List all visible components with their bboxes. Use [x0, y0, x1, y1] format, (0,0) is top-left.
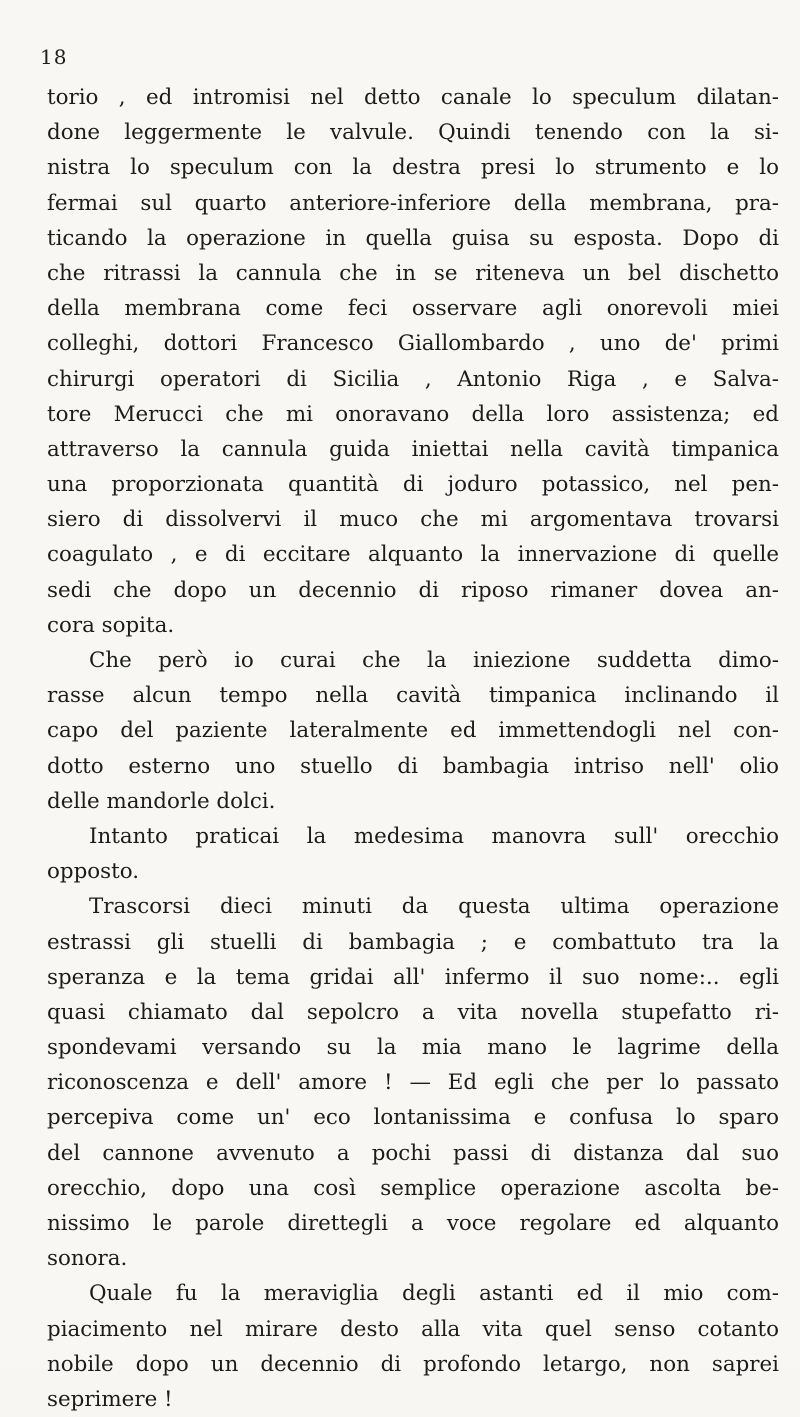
text-line: che ritrassi la cannula che in se riteneva un bel dischetto	[47, 260, 779, 286]
paragraph-start: Trascorsi dieci minuti da questa ultima operazione	[89, 894, 779, 920]
text-line: tore Merucci che mi onoravano della loro assistenza; ed	[47, 401, 779, 427]
text-line: nobile dopo un decennio di profondo letargo, non saprei	[47, 1351, 779, 1377]
text-line: capo del paziente lateralmente ed immettendogli nel con-	[47, 718, 779, 744]
text-line: nissimo le parole direttegli a voce regolare ed alquanto	[47, 1211, 779, 1236]
text-line: attraverso la cannula guida iniettai nella cavità timpanica	[47, 436, 779, 462]
text-line: opposto.	[47, 859, 140, 885]
text-line: percepiva come un' eco lontanissima e confusa lo sparo	[47, 1105, 779, 1131]
text-line: piacimento nel mirare desto alla vita quel senso cotanto	[47, 1316, 779, 1342]
text-line: riconoscenza e dell' amore ! — Ed egli che per lo passato	[47, 1070, 779, 1096]
text-line: una proporzionata quantità di joduro potassico, nel pen-	[47, 472, 779, 498]
paragraph-start: Quale fu la meraviglia degli astanti ed il mio com-	[89, 1281, 779, 1307]
text-line: colleghi, dottori Francesco Giallombardo , uno de' primi	[47, 331, 779, 357]
text-line: nistra lo speculum con la destra presi lo strumento e lo	[47, 155, 779, 181]
text-line: dotto esterno uno stuello di bambagia intriso nell' olio	[47, 753, 779, 779]
paragraph-start: Che però io curai che la iniezione suddetta dimo-	[89, 648, 779, 673]
text-line: ticando la operazione in quella guisa su esposta. Dopo di	[47, 225, 779, 251]
body-text	[47, 80, 779, 1417]
text-line: siero di dissolvervi il muco che mi argomentava trovarsi	[47, 507, 779, 533]
text-line: chirurgi operatori di Sicilia , Antonio Riga , e Salva-	[47, 366, 779, 392]
paragraph-start: Intanto praticai la medesima manovra sull' orecchio	[89, 823, 779, 849]
text-line: torio , ed intromisi nel detto canale lo speculum dilatan-	[47, 85, 779, 110]
page-number: 18	[40, 45, 68, 69]
text-line: orecchio, dopo una così semplice operazione ascolta be-	[47, 1175, 779, 1201]
text-line: quasi chiamato dal sepolcro a vita novella stupefatto ri-	[47, 999, 779, 1025]
text-line: del cannone avvenuto a pochi passi di distanza dal suo	[47, 1140, 779, 1166]
text-line: seprimere !	[47, 1386, 173, 1412]
text-line: estrassi gli stuelli di bambagia ; e combattuto tra la	[47, 929, 779, 955]
text-line: rasse alcun tempo nella cavità timpanica inclinando il	[47, 683, 779, 709]
text-line: della membrana come feci osservare agli onorevoli miei	[47, 296, 779, 322]
text-line: spondevami versando su la mia mano le lagrime della	[47, 1035, 779, 1061]
text-line: coagulato , e di eccitare alquanto la innervazione di quelle	[47, 542, 779, 568]
text-line: delle mandorle dolci.	[47, 788, 276, 814]
text-line: done leggermente le valvule. Quindi tenendo con la si-	[47, 120, 779, 146]
text-line: cora sopita.	[47, 612, 175, 638]
text-line: speranza e la tema gridai all' infermo il suo nome:.. egli	[47, 964, 779, 990]
text-line: fermai sul quarto anteriore-inferiore della membrana, pra-	[47, 190, 779, 216]
text-line: sonora.	[47, 1246, 128, 1272]
text-line: sedi che dopo un decennio di riposo rimaner dovea an-	[47, 577, 779, 603]
